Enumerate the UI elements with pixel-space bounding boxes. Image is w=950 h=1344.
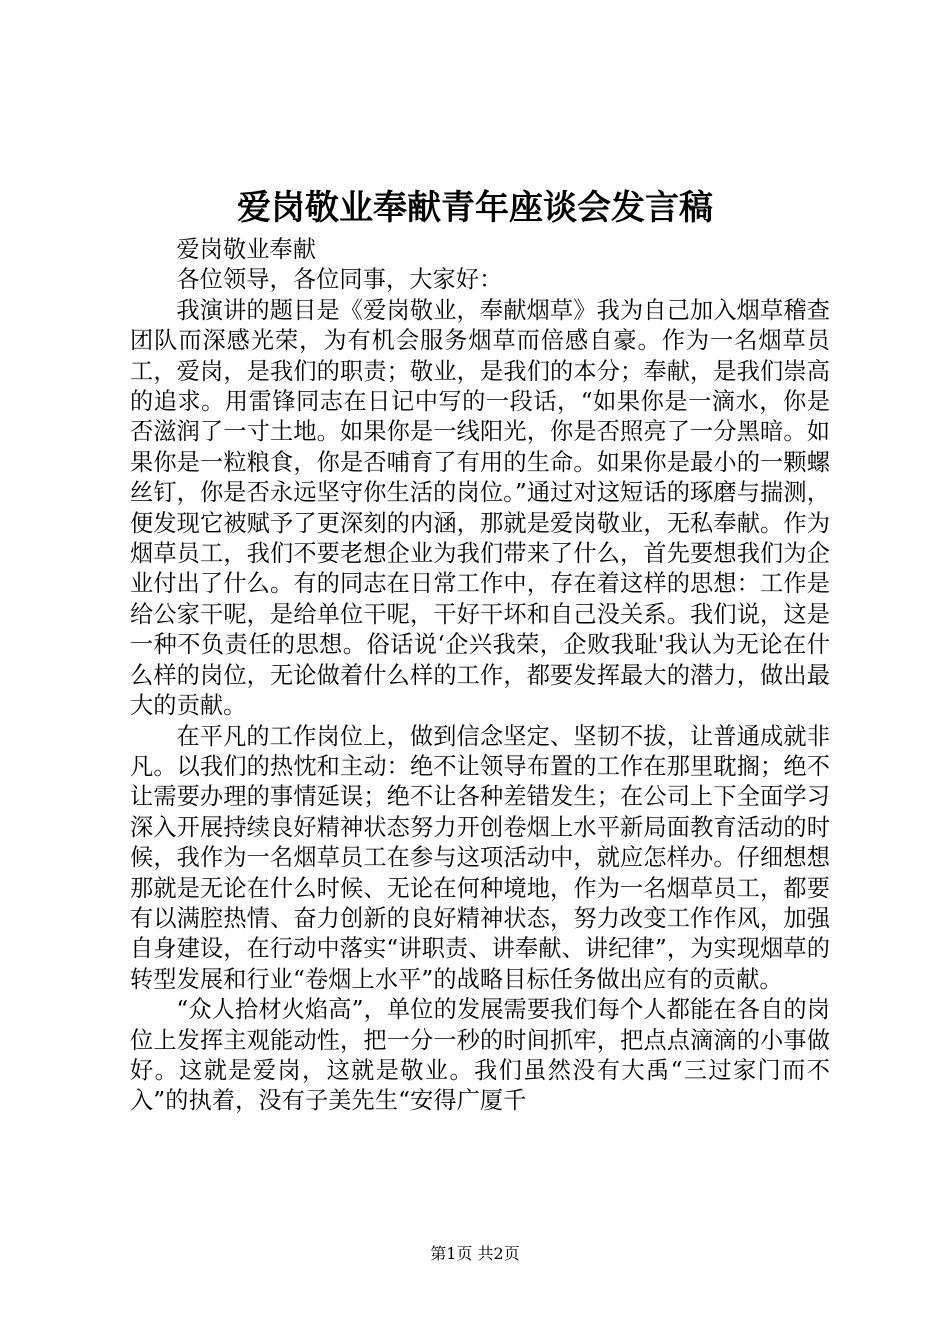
paragraph-subtitle: 爱岗敬业奉献 bbox=[176, 236, 317, 263]
document-body bbox=[130, 235, 830, 1117]
page-footer: 第1页 共2页 bbox=[430, 1244, 520, 1263]
paragraph-3: “众人拾材火焰高”，单位的发展需要我们每个人都能在各自的岗位上发挥主观能动性，把一分一秒的时间抓牢，把点点滴滴的小事做好。这就是爱岗，这就是敬业。我们虽然没有大禹“三过家门而不入”的执着，没有子美先生“安得广厦千 bbox=[130, 996, 830, 1115]
paragraph-2: 在平凡的工作岗位上，做到信念坚定、坚韧不拔，让普通成就非凡。以我们的热忱和主动：绝不让领导布置的工作在那里耽搁；绝不让需要办理的事情延误；绝不让各种差错发生；在公司上下全面学习深入开展持续良好精神状态努力开创卷烟上水平新局面教育活动的时候，我作为一名烟草员工在参与这项活动中，就应怎样办。仔细想想那就是无论在什么时候、无论在何种境地，作为一名烟草员工，都要有以满腔热情、奋力创新的良好精神状态，努力改变工作作风，加强自身建设，在行动中落实“讲职责、讲奉献、讲纪律”，为实现烟草的转型发展和行业“卷烟上水平”的战略目标任务做出应有的贡献。 bbox=[130, 722, 830, 993]
document-title: 爱岗敬业奉献青年座谈会发言稿 bbox=[237, 188, 713, 228]
paragraph-greeting: 各位领导，各位同事，大家好： bbox=[176, 266, 503, 294]
paragraph-1: 我演讲的题目是《爱岗敬业，奉献烟草》我为自己加入烟草稽查团队而深感光荣，为有机会服务烟草而倍感自豪。作为一名烟草员工，爱岗，是我们的职责；敬业，是我们的本分；奉献，是我们崇高的追求。用雷锋同志在日记中写的一段话，“如果你是一滴水，你是否滋润了一寸土地。如果你是一线阳光，你是否照亮了一分黑暗。如果你是一粒粮食，你是否哺育了有用的生命。如果你是最小的一颗螺丝钉，你是否永远坚守你生活的岗位。”通过对这短话的琢磨与揣测，便发现它被赋予了更深刻的内涵，那就是爱岗敬业，无私奉献。作为烟草员工，我们不要老想企业为我们带来了什么，首先要想我们为企业付出了什么。有的同志在日常工作中，存在着这样的思想：工作是给公家干呢，是给单位干呢，干好干坏和自己没关系。我们说，这是一种不负责任的思想。俗话说‘企兴我荣，企败我耻'我认为无论在什么样的岗位，无论做着什么样的工作，都要发挥最大的潜力，做出最大的贡献。 bbox=[130, 296, 830, 720]
